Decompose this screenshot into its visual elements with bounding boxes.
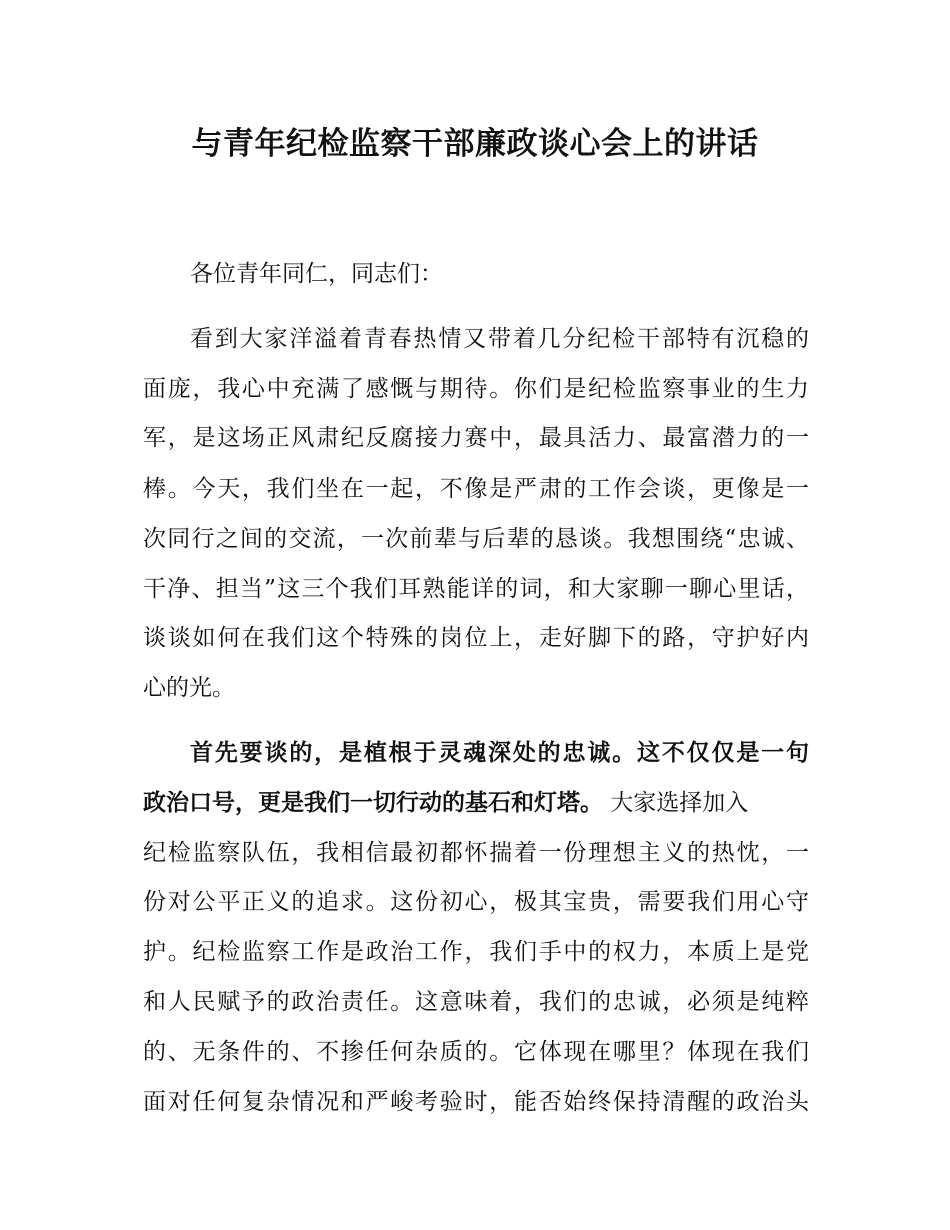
paragraph-line: 干净、担当”这三个我们耳熟能详的词，和大家聊一聊心里话，	[143, 576, 809, 602]
paragraph-heading-text: 政治口号，更是我们一切行动的基石和灯塔。	[143, 790, 603, 816]
paragraph-line: 棒。今天，我们坐在一起，不像是严肃的工作会谈，更像是一	[143, 476, 809, 502]
paragraph-line: 军，是这场正风肃纪反腐接力赛中，最具活力、最富潜力的一	[143, 425, 809, 451]
paragraph-heading-line: 首先要谈的，是植根于灵魂深处的忠诚。这不仅仅是一句	[190, 740, 809, 766]
paragraph-text: 大家选择加入	[603, 790, 749, 816]
paragraph-line: 护。纪检监察工作是政治工作，我们手中的权力，本质上是党	[143, 939, 809, 965]
paragraph-line: 面对任何复杂情况和严峻考验时，能否始终保持清醒的政治头	[143, 1089, 809, 1115]
paragraph-line: 的、无条件的、不掺任何杂质的。它体现在哪里？体现在我们	[143, 1039, 809, 1065]
paragraph-line: 和人民赋予的政治责任。这意味着，我们的忠诚，必须是纯粹	[143, 989, 809, 1015]
paragraph-line: 心的光。	[143, 675, 235, 701]
paragraph-line	[143, 788, 809, 818]
greeting: 各位青年同仁，同志们：	[190, 261, 443, 287]
paragraph-line: 次同行之间的交流，一次前辈与后辈的恳谈。我想围绕“忠诚、	[143, 526, 809, 552]
paragraph-line: 纪检监察队伍，我相信最初都怀揣着一份理想主义的热忱，一	[143, 840, 809, 866]
paragraph-line: 面庞，我心中充满了感慨与期待。你们是纪检监察事业的生力	[143, 376, 809, 402]
document-title: 与青年纪检监察干部廉政谈心会上的讲话	[191, 126, 759, 162]
paragraph-line: 看到大家洋溢着青春热情又带着几分纪检干部特有沉稳的	[190, 326, 809, 352]
paragraph-line: 份对公平正义的追求。这份初心，极其宝贵，需要我们用心守	[143, 889, 809, 915]
paragraph-line: 谈谈如何在我们这个特殊的岗位上，走好脚下的路，守护好内	[143, 625, 809, 651]
